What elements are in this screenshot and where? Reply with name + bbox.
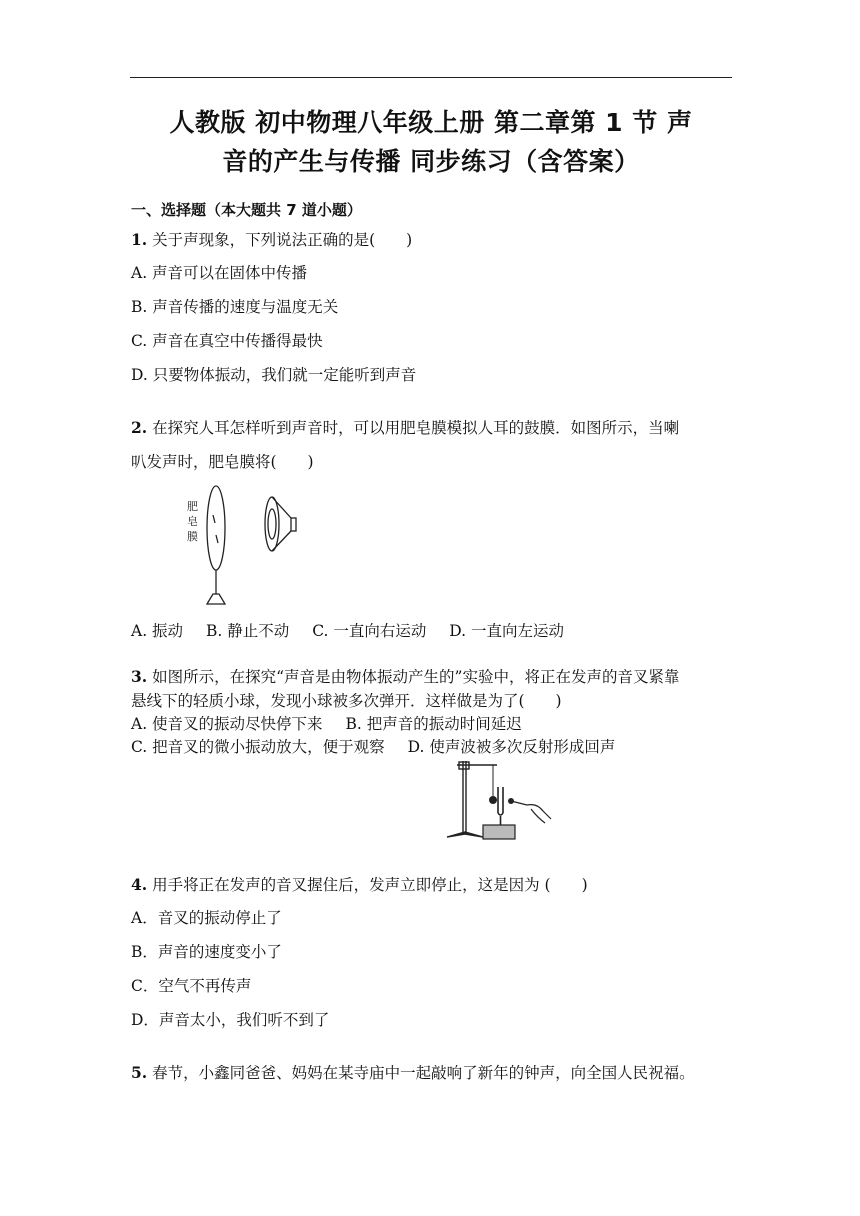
title-line-2: 音的产生与传播 同步练习（含答案）	[222, 147, 640, 176]
question-3-option-c: C. 把音叉的微小振动放大，便于观察	[131, 738, 385, 756]
question-3-number: 3.	[131, 667, 148, 686]
document-title	[120, 103, 742, 181]
figure-label-char-2: 皂	[187, 515, 198, 528]
mallet-head-icon	[508, 798, 514, 804]
question-1-number: 1.	[131, 230, 148, 249]
question-2-number: 2.	[131, 418, 148, 437]
question-2-option-d: D. 一直向左运动	[449, 622, 565, 640]
question-2-option-c: C. 一直向右运动	[312, 622, 427, 640]
hand-with-mallet-icon	[511, 801, 551, 823]
question-5-stem	[131, 1062, 695, 1084]
question-3-stem-line-1	[131, 666, 679, 688]
question-2-option-b: B. 静止不动	[206, 622, 290, 640]
header-rule	[130, 77, 732, 78]
section-heading: 一、选择题（本大题共 7 道小题）	[131, 201, 362, 219]
title-line-1: 人教版 初中物理八年级上册 第二章第 1 节 声	[169, 108, 693, 137]
question-4-option-b: B．声音的速度变小了	[131, 943, 282, 961]
question-1-option-d: D. 只要物体振动，我们就一定能听到声音	[131, 366, 417, 384]
question-4-option-c: C．空气不再传声	[131, 977, 252, 995]
question-3-option-d: D. 使声波被多次反射形成回声	[407, 738, 616, 756]
light-ball-icon	[489, 796, 497, 804]
question-5-number: 5.	[131, 1063, 148, 1082]
question-3-text-line-1: 如图所示，在探究“声音是由物体振动产生的”实验中，将正在发声的音叉紧靠	[152, 668, 680, 686]
question-3-options-row-1	[131, 713, 522, 735]
question-2-stem-line-2: 叭发声时，肥皂膜将( )	[131, 453, 314, 471]
figure-label-char-1: 肥	[187, 500, 198, 513]
question-1-option-a: A. 声音可以在固体中传播	[131, 264, 308, 282]
soap-film-speaker-figure	[180, 485, 305, 610]
question-4-number: 4.	[131, 875, 148, 894]
question-3-option-a: A. 使音叉的振动尽快停下来	[131, 715, 323, 733]
figure-label-char-3: 膜	[187, 530, 198, 543]
question-1-text: 关于声现象，下列说法正确的是( )	[152, 231, 413, 249]
question-4-stem	[131, 874, 588, 896]
question-1-stem	[131, 229, 412, 251]
question-4-text: 用手将正在发声的音叉握住后，发声立即停止，这是因为 ( )	[152, 876, 588, 894]
question-3-stem-line-2: 悬线下的轻质小球，发现小球被多次弹开．这样做是为了( )	[131, 692, 562, 710]
question-1-option-b: B. 声音传播的速度与温度无关	[131, 298, 339, 316]
question-3-options-row-2	[131, 736, 615, 758]
question-3-option-b: B. 把声音的振动时间延迟	[345, 715, 522, 733]
question-2-option-a: A. 振动	[131, 622, 184, 640]
tuning-fork-icon	[498, 787, 503, 825]
tuning-fork-experiment-figure	[445, 757, 555, 847]
question-4-option-a: A．音叉的振动停止了	[131, 909, 282, 927]
resonance-box	[483, 825, 515, 839]
question-4-option-d: D．声音太小，我们听不到了	[131, 1011, 330, 1029]
question-5-text: 春节，小鑫同爸爸、妈妈在某寺庙中一起敲响了新年的钟声，向全国人民祝福。	[152, 1064, 695, 1082]
speaker-icon	[265, 497, 296, 551]
question-2-stem-line-1	[131, 417, 679, 439]
soap-film-frame	[207, 486, 225, 604]
question-2-text-line-1: 在探究人耳怎样听到声音时，可以用肥皂膜模拟人耳的鼓膜．如图所示，当喇	[152, 419, 680, 437]
question-1-option-c: C. 声音在真空中传播得最快	[131, 332, 323, 350]
question-2-options	[131, 620, 564, 642]
